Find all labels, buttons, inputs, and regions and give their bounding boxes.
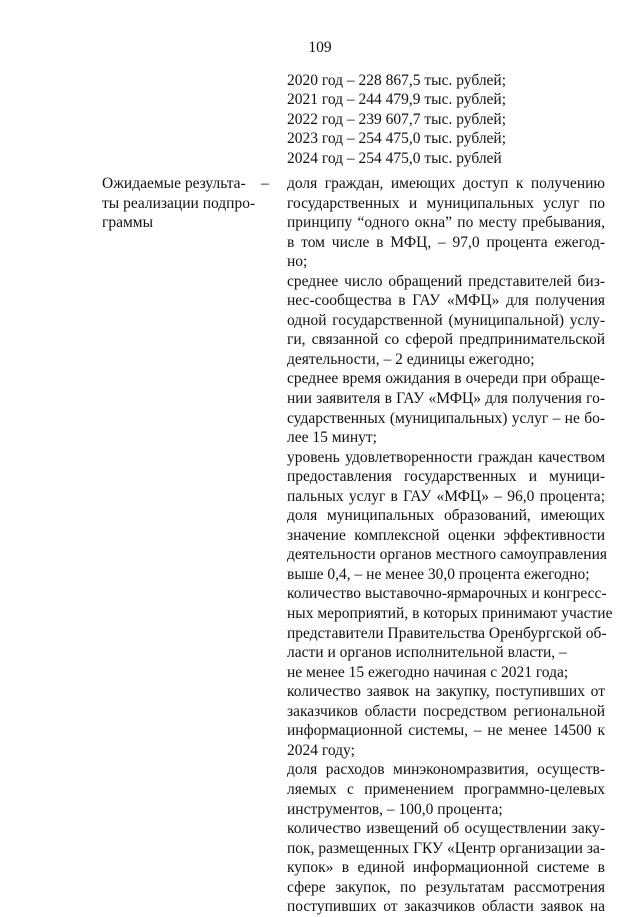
result-line: одной государственной (муниципальной) услу- xyxy=(287,311,605,329)
result-line: государственных и муниципальных услуг по xyxy=(287,194,605,212)
row-dash: – xyxy=(261,175,269,192)
result-line: количество извещений об осуществлении заку- xyxy=(287,820,605,838)
funding-line: 2024 год – 254 475,0 тыс. рублей xyxy=(287,149,502,167)
funding-by-year xyxy=(287,71,506,168)
funding-line: 2021 год – 244 479,9 тыс. рублей; xyxy=(287,91,507,109)
result-line: пальных услуг в ГАУ «МФЦ» – 96,0 процента; xyxy=(287,487,605,505)
result-line: ляемых с применением программно-целевых xyxy=(287,780,605,798)
result-line: деятельности, – 2 единицы ежегодно; xyxy=(287,350,535,368)
result-line: деятельности органов местного самоуправления xyxy=(287,546,607,564)
result-line: заказчиков области посредством региональной xyxy=(287,702,605,720)
result-line: сударственных (муниципальных) услуг – не бо- xyxy=(287,409,605,427)
result-line: доля муниципальных образований, имеющих xyxy=(287,507,605,525)
result-line: не менее 15 ежегодно начиная с 2021 года; xyxy=(287,663,569,681)
result-line: среднее число обращений представителей биз- xyxy=(287,272,605,290)
funding-line: 2020 год – 228 867,5 тыс. рублей; xyxy=(287,72,507,89)
result-line: количество заявок на закупку, поступивших от xyxy=(287,683,605,701)
page-number: 109 xyxy=(308,39,332,56)
result-line: выше 0,4, – не менее 30,0 процента ежегодно; xyxy=(287,565,590,583)
result-line: сфере закупок, по результатам рассмотрения xyxy=(287,878,605,896)
result-line: но; xyxy=(287,253,308,271)
result-line: ласти и органов исполнительной власти, – xyxy=(287,644,567,662)
result-line: доля граждан, имеющих доступ к получению xyxy=(287,175,605,192)
result-line: значение комплексной оценки эффективности xyxy=(287,526,605,544)
result-line: лее 15 минут; xyxy=(287,429,377,447)
result-line: количество выставочно-ярмарочных и конгресс- xyxy=(287,585,607,603)
result-line: уровень удовлетворенности граждан качеством xyxy=(287,448,605,466)
result-line: доля расходов минэкономразвития, осуществ- xyxy=(287,761,605,779)
result-line: в том числе в МФЦ, – 97,0 процента ежегод- xyxy=(287,233,605,251)
result-line: ных мероприятий, в которых принимают участие xyxy=(287,605,613,623)
row-label-expected-results: Ожидаемые результа- ты реализации подпро- граммы xyxy=(102,175,256,232)
result-line: 2024 году; xyxy=(287,741,355,759)
result-line: предоставления государственных и муници- xyxy=(287,468,605,486)
result-line: нес-сообщества в ГАУ «МФЦ» для получения xyxy=(287,292,605,310)
result-line: представители Правительства Оренбургской об- xyxy=(287,624,607,642)
funding-line: 2022 год – 239 607,7 тыс. рублей; xyxy=(287,110,507,128)
result-line: поступивших от заказчиков области заявок на xyxy=(287,898,605,916)
expected-results-text xyxy=(287,174,613,917)
result-line: купок» в единой информационной системе в xyxy=(287,859,605,877)
result-line: инструментов, – 100,0 процента; xyxy=(287,800,503,818)
funding-line: 2023 год – 254 475,0 тыс. рублей; xyxy=(287,130,507,148)
result-line: нии заявителя в ГАУ «МФЦ» для получения го- xyxy=(287,390,605,408)
result-line: среднее время ожидания в очереди при обраще- xyxy=(287,370,605,388)
result-line: пок, размещенных ГКУ «Центр организации за- xyxy=(287,839,605,857)
result-line: принципу “одного окна” по месту пребывания, xyxy=(287,214,605,232)
result-line: информационной системы, – не менее 14500 к xyxy=(287,722,605,740)
result-line: ги, связанной со сферой предпринимательской xyxy=(287,331,605,349)
